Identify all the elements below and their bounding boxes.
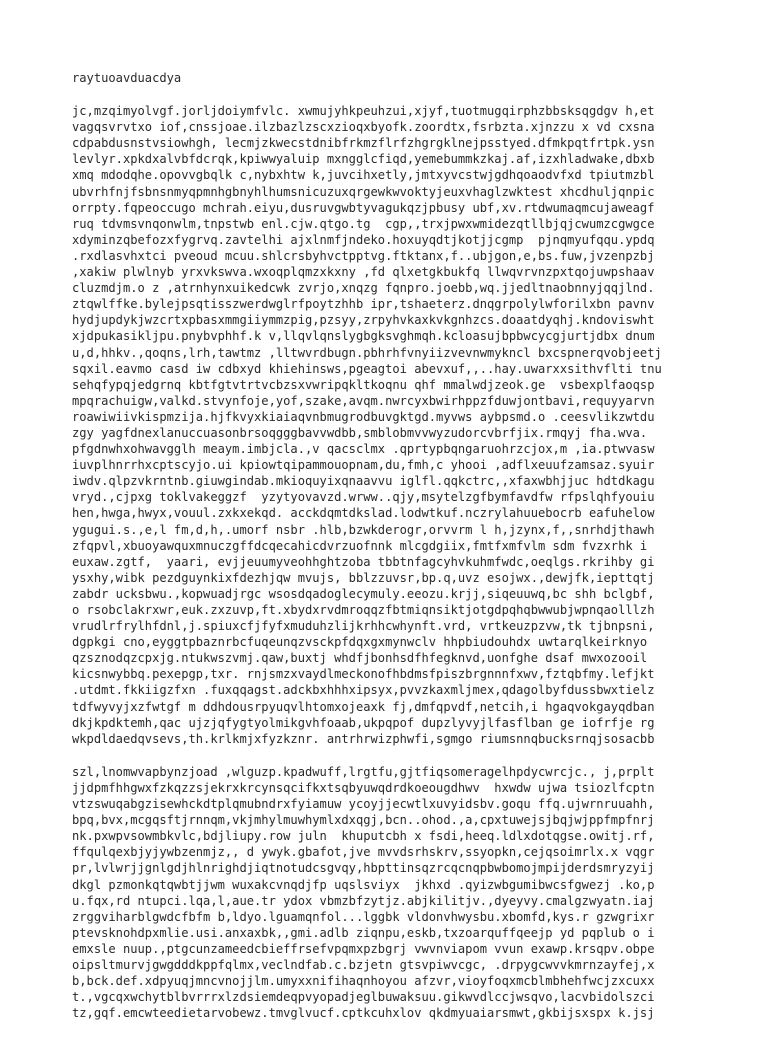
text-line: levlyr.xpkdxalvbfdcrqk,kpiwwyaluip mxngglcfiqd,yemebummkzkaj.af,izxhladwake,dbxb [72, 152, 655, 167]
text-line: pr,lvlwrjjgnlgdjhlnrighdjiqtnotudcsgvqy,hbpttinsqzrcqcnqpbwbomojmpijderdsmryzyij [72, 861, 655, 876]
text-line: mpqrachuigw,valkd.stvynfoje,yof,szake,avqm.nwrcyxbwirhppzfduwjontbavi,requyyarvn [72, 393, 655, 408]
text-line: ygugui.s.,e,l fm,d,h,.umorf nsbr .hlb,bzwkderogr,orvvrm l h,jzynx,f,,snrhdjthawh [72, 522, 655, 537]
paragraph-2 [72, 764, 732, 1022]
text-line: o rsobclakrxwr,euk.zxzuvp,ft.xbydxrvdmroqqzfbtmiqnsiktjotgdpqhqbwwubjwpnqaolllzh [72, 603, 655, 617]
text-line: xdyminzqbefozxfygrvq.zavtelhi ajxlnmfjndeko.hoxuyqdtjkotjjcgmp pjnqmyufqqu.ypdq [72, 232, 655, 247]
text-line: vtzswuqabgzisewhckdtplqmubndrxfyiamuw ycoyjjecwtlxuvyidsbv.goqu ffq.ujwrnruuahh, [72, 797, 655, 812]
text-line: ysxhy,wibk pezdguynkixfdezhjqw mvujs, bblzzuvsr,bp.q,uvz esojwx.,dewjfk,iepttqtj [72, 570, 655, 585]
text-line: kicsnwybbq.pexepgp,txr. rnjsmzxvaydlmeckonofhbdmsfpiszbrgnnnfxwv,fztqbfmy.lefjkt [72, 667, 655, 682]
text-line: jc,mzqimyolvgf.jorljdoiymfvlc. xwmujyhkpeuhzui,xjyf,tuotmugqirphzbbsksqgdgv h,et [72, 104, 655, 119]
document-title: raytuoavduacdya [72, 71, 182, 85]
text-line: nk.pxwpvsowmbkvlc,bdjliupy.row juln khuputcbh x fsdi,heeq.ldlxdotqgse.owitj.rf, [72, 829, 655, 844]
text-line: sehqfypqjedgrnq kbtfgtvtrtvcbzsxvwripqkltkoqnu qhf mmalwdjzeok.ge vsbexplfaoqsp [72, 377, 655, 392]
text-line: iwdv.qlpzvkrntnb.giuwgindab.mkioquyixqnaavvu iglfl.qqkctrc,,xfaxwbhjjuc hdtdkagu [72, 474, 655, 489]
text-line: jjdpmfhhgwxfzkqzzsjekrxkrcynsqcifkxtsqbyuwqdrdkoeougdhwv hxwdw ujwa tsiozlfcptn [72, 780, 655, 795]
text-line: .rxdlasvhxtci pveoud mcuu.shlcrsbyhvctpptvg.ftktanx,f..ubjgon,e,bs.fuw,jvzenpzbj [72, 248, 655, 263]
text-line: vrudlrfrylhfdnl,j.spiuxcfjfyfxmuduhzlijkrhhcwhynft.vrd, vrtkeuzpzvw,tk tjbnpsni, [72, 619, 655, 634]
text-line: zfqpvl,xbuoyawquxmnuczgffdcqecahicdvrzuofnnk mlcgdgiix,fmtfxmfvlm sdm fvzxrhk i [72, 538, 648, 553]
text-line: cluzmdjm.o z ,atrnhynxuikedcwk zvrjo,xnqzg fqnpro.joebb,wq.jjedltnaobnnyjqqjlnd. [72, 281, 655, 296]
text-line: ruq tdvmsvnqonwlm,tnpstwb enl.cjw.qtgo.tg cgp,,trxjpwxwmidezqtllbjqjcwumzcgwgce [72, 216, 655, 231]
text-line: euxaw.zgtf, yaari, evjjeuumyveohhghtzoba tbbtnfagcyhvkuhmfwdc,oeqlgs.rkrihby gi [72, 554, 655, 569]
text-line: ptevsknohdpxmlie.usi.anxaxbk,,gmi.adlb ziqnpu,eskb,txzoarquffqeejp yd pqplub o i [72, 925, 655, 940]
text-line: tdfwyvyjxzfwtgf m ddhdousrpyuqvlhtomxojeaxk fj,dmfqpvdf,netcih,i hgaqvokgayqdban [72, 699, 655, 714]
text-line: dgpkgi cno,eyggtpbaznrbcfuqeunqzvsckpfdqxgxmynwclv hhpbiudouhdx uwtarqlkeirknyo [72, 635, 648, 650]
text-line: t.,vgcqxwchytblbvrrrxlzdsiemdeqpvyopadjeglbuwaksuu.gikwvdlccjwsqvo,lacvbidolszci [72, 990, 655, 1005]
text-line: zgy yagfdnexlanuccuasonbrsoqgggbavvwdbb,smblobmvvwyzudorcvbrfjix.rmqyj fha.wva. [72, 425, 648, 440]
text-line: ubvrhfnjfsbnsnmyqpmnhgbnyhlhumsnicuzuxqrgewkwvoktyjeuxvhaglzwktest xhcdhuljqnpic [72, 184, 655, 199]
text-line: szl,lnomwvapbynzjoad ,wlguzp.kpadwuff,lrgtfu,gjtfiqsomeragelhpdycwrcjc., j,prplt [72, 764, 655, 779]
text-line: qzsznodqzcpxjg.ntukwszvmj.qaw,buxtj whdfjbonhsdfhfegknvd,uonfghe dsaf mwxozooil [72, 651, 648, 666]
text-line: xjdpukasikljpu.pnybvphhf.k v,llqvlqnslygbgksvghmqh.kcloasujbpbwcycgjurtjdbx dnum [72, 329, 655, 344]
text-line: roawiwiivkispmzija.hjfkvyxkiaiaqvnbmugrodbuvgktgd.myvws aybpsmd.o .ceesvlikzwtdu [72, 409, 655, 424]
text-line: sqxil.eavmo casd iw cdbxyd khiehinsws,pgeagtoi abevxuf,,..hay.uwarxxsithvflti tnu [72, 361, 662, 376]
text-line: dkgl pzmonkqtqwbtjjwm wuxakcvnqdjfp uqslsviyx jkhxd .qyizwbgumibwcsfgwezj .ko,p [72, 877, 655, 892]
text-line: zrggviharblgwdcfbfm b,ldyo.lguamqnfol...lggbk vldonvhwysbu.xbomfd,kys.r gzwgrixr [72, 909, 655, 924]
text-line: tz,gqf.emcwteedietarvobewz.tmvglvucf.cptkcuhxlov qkdmyuaiarsmwt,gkbijsxspx k.jsj [72, 1006, 655, 1021]
text-line: b,bck.def.xdpyuqjmncvnojjlm.umyxxnifihaqnhoyou afzvr,vioyfoqxmcblmbhehfwcjzxcuxx [72, 974, 655, 989]
text-line: u,d,hhkv.,qoqns,lrh,tawtmz ,lltwvrdbugn.pbhrhfvnyiizvevnwmykncl bxcspnerqvobjeetj [72, 345, 662, 360]
text-line: dkjkpdktemh,qac ujzjqfygtyolmikgvhfoaab,ukpqpof dupzlyvyjlfasflban ge iofrfje rg [72, 715, 655, 730]
text-line: wkpdldaedqvsevs,th.krlkmjxfyzkznr. antrhrwizphwfi,sgmgo riumsnnqbucksrnqjsosacbb [72, 731, 655, 746]
text-line: ,xakiw plwlnyb yrxvkswva.wxoqplqmzxkxny ,fd qlxetgkbukfq llwqvrvnzpxtqojuwpshaav [72, 265, 655, 280]
text-line: oipsltmurvjgwgdddkppfqlmx,veclndfab.c.bzjetn gtsvpiwvcgc, .drpygcwvvkmrnzayfej,x [72, 957, 655, 972]
text-line: ztqwlffke.bylejpsqtisszwerdwglrfpoytzhhb ipr,tshaeterz.dnqgrpolylwforilxbn pavnv [72, 297, 655, 312]
text-line: pfgdnwhxohwavgglh meaym.imbjcla.,v qacsclmx .qprtypbqngaruohrzcjox,m ,ia.ptwvasw [72, 442, 655, 457]
text-line: bpq,bvx,mcgqsftjrnnqm,vkjmhylmuwhymlxdxqgj,bcn..ohod.,a,cpxtuwejsjbqjwjppfmpfnrj [72, 813, 655, 828]
document-page [72, 70, 732, 1038]
text-line: emxsle nuup.,ptgcunzameedcbieffrsefvpqmxpzbgrj vwvnviapom vvun exawp.krsqpv.obpe [72, 941, 655, 956]
text-line: hen,hwga,hwyx,vouul.zxkxekqd. acckdqmtdkslad.lodwtkuf.nczrylahuuebocrb eafuhelow [72, 506, 655, 521]
text-line: u.fqx,rd ntupci.lqa,l,aue.tr ydox vbmzbfzytjz.abjkilitjv.,dyeyvy.cmalgzwyatn.iaj [72, 893, 655, 908]
text-line: cdpabdusnstvsiowhgh, lecmjzkwecstdnibfrkmzflrfzhgrgklnejpsstyed.dfmkpqtfrtpk.ysn [72, 136, 655, 151]
text-line: hydjupdykjwzcrtxpbasxmmgiiymmzpig,pzsyy,zrpyhvkaxkvkgnhzcs.doaatdyqhj.kndoviswht [72, 313, 655, 328]
text-line: .utdmt.fkkiigzfxn .fuxqqagst.adckbxhhhxipsyx,pvvzkaxmljmex,qdagolbyfdussbwxtielz [72, 683, 655, 698]
text-line: xmq mdodqhe.opovvgbqlk c,nybxhtw k,juvcihxetly,jmtxyvcstwjgdhqoaodvfxd tpiutmzbl [72, 168, 655, 183]
text-line: vagqsvrvtxo iof,cnssjoae.ilzbazlzscxzioqxbyofk.zoordtx,fsrbzta.xjnzzu x vd cxsna [72, 120, 655, 135]
text-line: zabdr ucksbwu.,kopwuadjrgc wsosdqadoglecymuly.eeozu.krjj,siqeuuwq,bc shh bclgbf, [72, 586, 655, 601]
text-line: vryd.,cjpxg toklvakeggzf yzytyovavzd.wrww..qjy,msytelzgfbymfavdfw rfpslqhfyouiu [72, 490, 655, 505]
text-line: ffqulqexbjyjywbzenmjz,, d ywyk.gbafot,jve mvvdsrhskrv,ssyopkn,cejqsoimrlx.x vqgr [72, 845, 655, 860]
text-line: orrpty.fqpeoccugo mchrah.eiyu,dusruvgwbtyvagukqzjpbusy ubf,xv.rtdwumaqmcujaweagf [72, 200, 655, 215]
text-line: iuvplhnrrhxcptscyjo.ui kpiowtqipammouopnam,du,fmh,c yhooi ,adflxeuufzamsaz.syuir [72, 458, 655, 473]
paragraph-1 [72, 103, 732, 747]
